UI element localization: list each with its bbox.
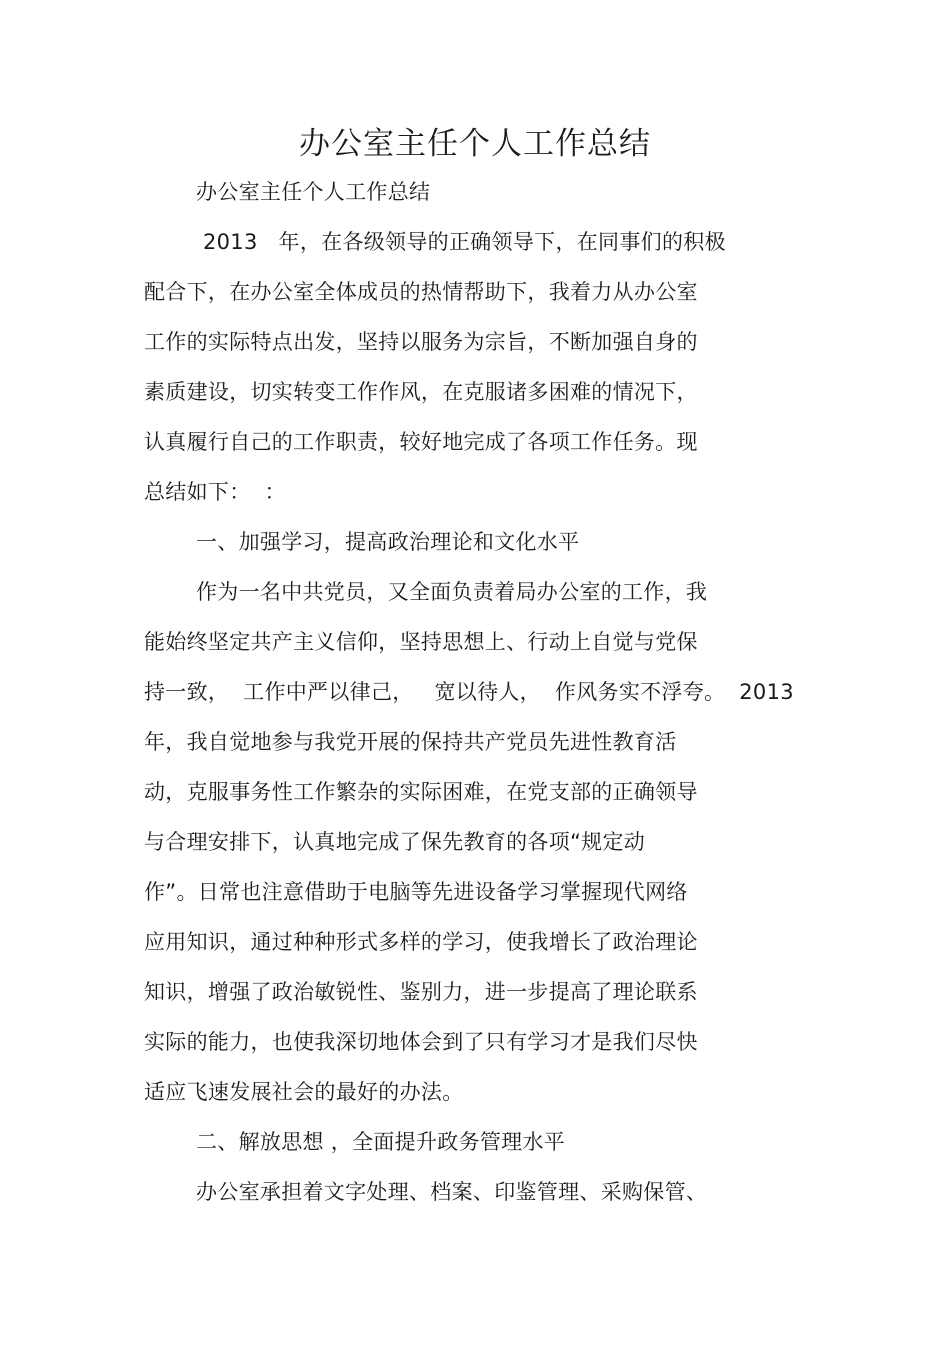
paragraph-line: 知识，增强了政治敏锐性、鉴别力，进一步提高了理论联系 [144,980,698,1004]
paragraph-line: 总结如下： ： [144,480,286,504]
section-heading-2: 二、解放思想 ，全面提升政务管理水平 [196,1130,566,1154]
paragraph-line: 工作的实际特点出发，坚持以服务为宗旨，不断加强自身的 [144,330,698,354]
paragraph-line: 实际的能力，也使我深切地体会到了只有学习才是我们尽快 [144,1030,698,1054]
paragraph-line: 动，克服事务性工作繁杂的实际困难，在党支部的正确领导 [144,780,698,804]
subtitle-line: 办公室主任个人工作总结 [196,180,431,204]
paragraph-line: 认真履行自己的工作职责，较好地完成了各项工作任务。现 [144,430,698,454]
paragraph-line: 与合理安排下，认真地完成了保先教育的各项“规定动 [144,830,646,854]
paragraph-line: 素质建设，切实转变工作作风，在克服诸多困难的情况下， [144,380,698,404]
document-title: 办公室主任个人工作总结 [299,126,651,162]
paragraph-line: 适应飞速发展社会的最好的办法。 [144,1080,464,1104]
paragraph-line: 配合下，在办公室全体成员的热情帮助下，我着力从办公室 [144,280,698,304]
paragraph-line: 作”。日常也注意借助于电脑等先进设备学习掌握现代网络 [144,880,688,904]
section-heading-1: 一、加强学习，提高政治理论和文化水平 [196,530,580,554]
paragraph-line: 2013 年，在各级领导的正确领导下，在同事们的积极 [196,230,726,254]
paragraph-line: 年，我自觉地参与我党开展的保持共产党员先进性教育活 [144,730,677,754]
paragraph-line: 作为一名中共党员，又全面负责着局办公室的工作，我 [196,580,708,604]
paragraph-line: 能始终坚定共产主义信仰，坚持思想上、行动上自觉与党保 [144,630,698,654]
paragraph-line: 应用知识，通过种种形式多样的学习，使我增长了政治理论 [144,930,698,954]
paragraph-line: 办公室承担着文字处理、档案、印鉴管理、采购保管、 [196,1180,708,1204]
paragraph-line: 持一致， 工作中严以律己， 宽以待人， 作风务实不浮夸。 2013 [144,680,794,704]
